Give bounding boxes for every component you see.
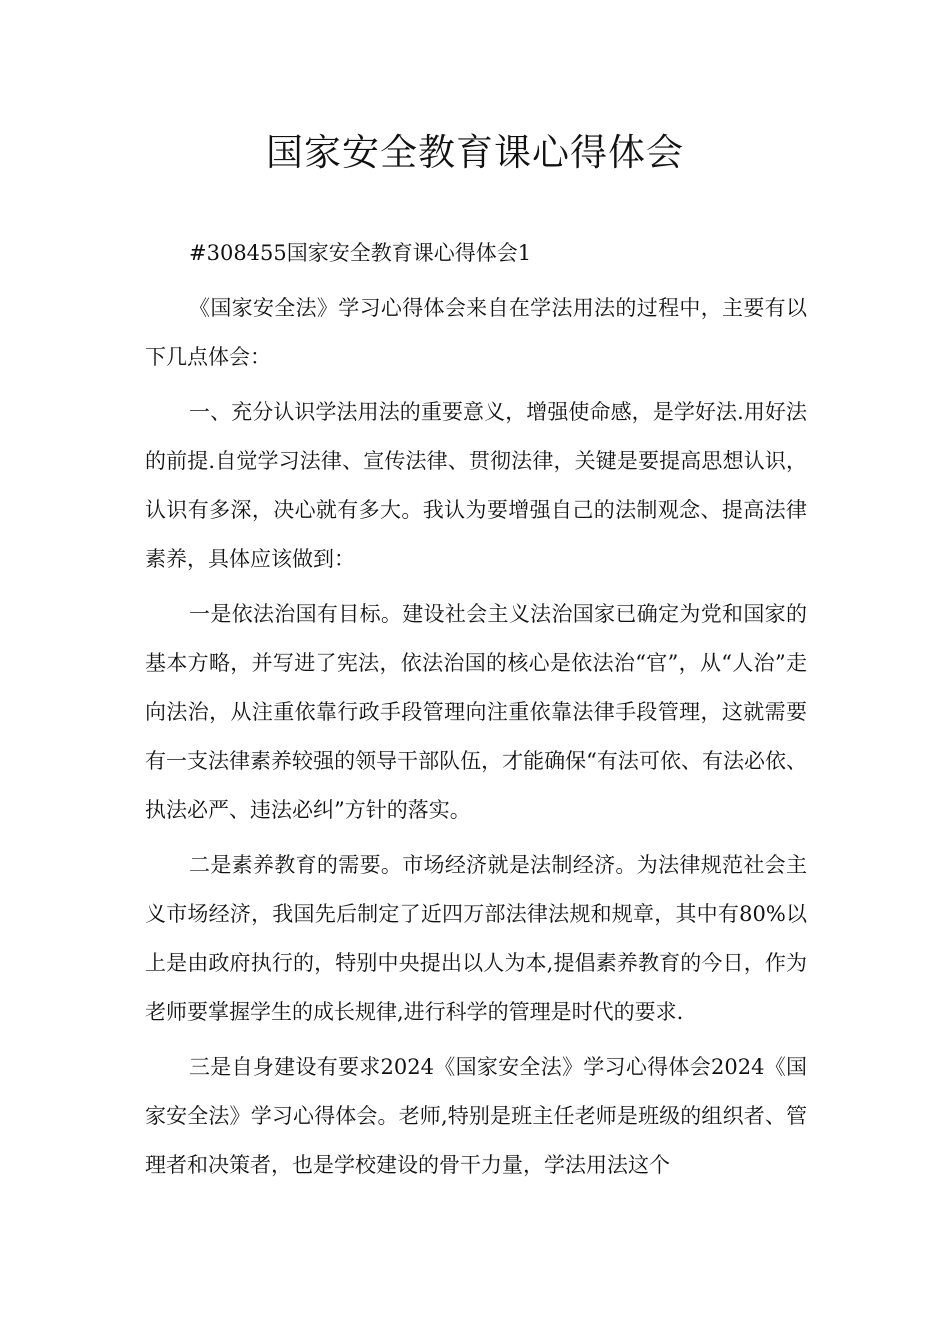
document-body <box>145 229 807 1190</box>
paragraph-rule-of-law: 一是依法治国有目标。建设社会主义法治国家已确定为党和国家的基本方略，并写进了宪法，依法治国的核心是依法治“官”，从“人治”走向法治，从注重依靠行政手段管理向注重依靠法律手段管理，这就需要有一支法律素养较强的领导干部队伍，才能确保“有法可依、有法必依、执法必严、违法必纠”方针的落实。 <box>145 602 807 822</box>
paragraph-intro: 《国家安全法》学习心得体会来自在学法用法的过程中，主要有以下几点体会： <box>145 296 807 369</box>
paragraph-self-building: 三是自身建设有要求2024《国家安全法》学习心得体会2024《国家安全法》学习心得体会。老师,特别是班主任老师是班级的组织者、管理者和决策者，也是学校建设的骨干力量，学法用法这个 <box>145 1055 807 1177</box>
section-heading: #308455国家安全教育课心得体会1 <box>189 241 532 265</box>
paragraph-point-one: 一、充分认识学法用法的重要意义，增强使命感，是学好法.用好法的前提.自觉学习法律、宣传法律、贯彻法律，关键是要提高思想认识，认识有多深，决心就有多大。我认为要增强自己的法制观念、提高法律素养，具体应该做到： <box>145 400 807 571</box>
document-title: 国家安全教育课心得体会 <box>266 131 684 174</box>
paragraph-quality-education: 二是素养教育的需要。市场经济就是法制经济。为法律规范社会主义市场经济，我国先后制定了近四万部法律法规和规章，其中有80%以上是由政府执行的，特别中央提出以人为本,提倡素养教育的今日，作为老师要掌握学生的成长规律,进行科学的管理是时代的要求. <box>145 853 807 1024</box>
